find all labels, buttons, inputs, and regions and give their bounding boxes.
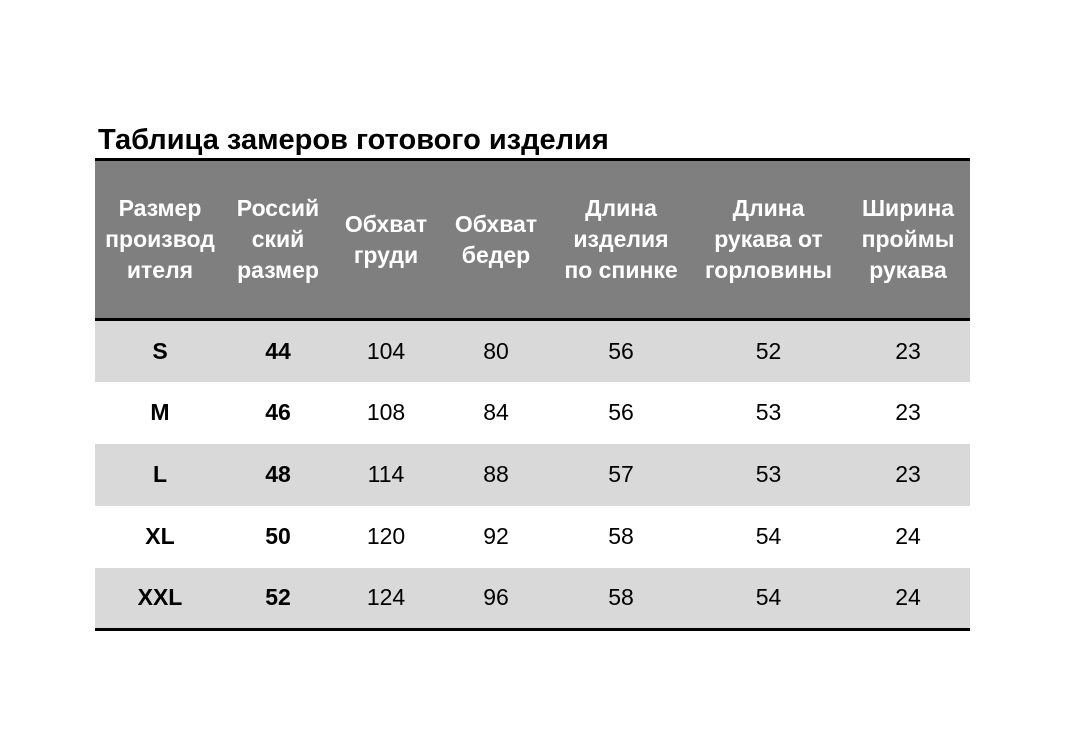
header-manufacturer-size: Размер производ ителя — [105, 195, 215, 283]
header-armhole-width: Ширина проймы рукава — [861, 195, 955, 283]
header-back-length: Длина изделия по спинке — [564, 195, 678, 283]
cell-manufacturer-size: S — [152, 337, 168, 364]
cell-russian-size: 44 — [265, 337, 291, 364]
cell-chest: 108 — [366, 399, 406, 425]
cell-russian-size: 50 — [265, 523, 291, 549]
cell-manufacturer-size: M — [150, 399, 170, 425]
size-chart-table — [95, 158, 970, 631]
cell-manufacturer-size: XXL — [137, 584, 183, 611]
table-row — [95, 506, 970, 568]
cell-armhole-width: 23 — [895, 337, 921, 364]
page-title: Таблица замеров готового изделия — [98, 124, 609, 156]
cell-hips: 88 — [483, 461, 509, 487]
cell-hips: 92 — [483, 523, 509, 549]
cell-back-length: 56 — [608, 337, 634, 364]
cell-chest: 124 — [366, 584, 406, 611]
cell-russian-size: 52 — [265, 584, 291, 611]
cell-armhole-width: 23 — [895, 461, 921, 487]
table-row — [95, 444, 970, 506]
cell-russian-size: 48 — [265, 461, 291, 487]
cell-sleeve-length: 52 — [755, 337, 782, 364]
cell-hips: 84 — [483, 399, 509, 425]
table-row — [95, 320, 970, 382]
cell-chest: 120 — [366, 523, 406, 549]
cell-sleeve-length: 53 — [755, 399, 782, 425]
cell-back-length: 56 — [608, 399, 634, 425]
cell-sleeve-length: 53 — [755, 461, 782, 487]
header-chest: Обхват груди — [344, 210, 428, 268]
cell-chest: 114 — [367, 461, 405, 487]
cell-sleeve-length: 54 — [755, 584, 782, 611]
header-russian-size: Россий ский размер — [236, 195, 320, 283]
table-row — [95, 382, 970, 444]
cell-back-length: 58 — [608, 584, 634, 611]
cell-armhole-width: 24 — [895, 523, 921, 549]
table-row — [95, 568, 970, 630]
header-sleeve-length: Длина рукава от горловины — [705, 195, 832, 283]
cell-back-length: 57 — [608, 461, 634, 487]
table-header-row — [95, 160, 970, 320]
cell-armhole-width: 23 — [895, 399, 921, 425]
cell-russian-size: 46 — [265, 399, 291, 425]
header-hips: Обхват бедер — [454, 210, 538, 268]
cell-back-length: 58 — [608, 523, 634, 549]
cell-manufacturer-size: L — [152, 461, 168, 487]
cell-chest: 104 — [366, 337, 406, 364]
cell-armhole-width: 24 — [895, 584, 921, 611]
cell-manufacturer-size: XL — [145, 523, 175, 549]
cell-hips: 80 — [483, 337, 509, 364]
cell-hips: 96 — [483, 584, 509, 611]
cell-sleeve-length: 54 — [755, 523, 782, 549]
